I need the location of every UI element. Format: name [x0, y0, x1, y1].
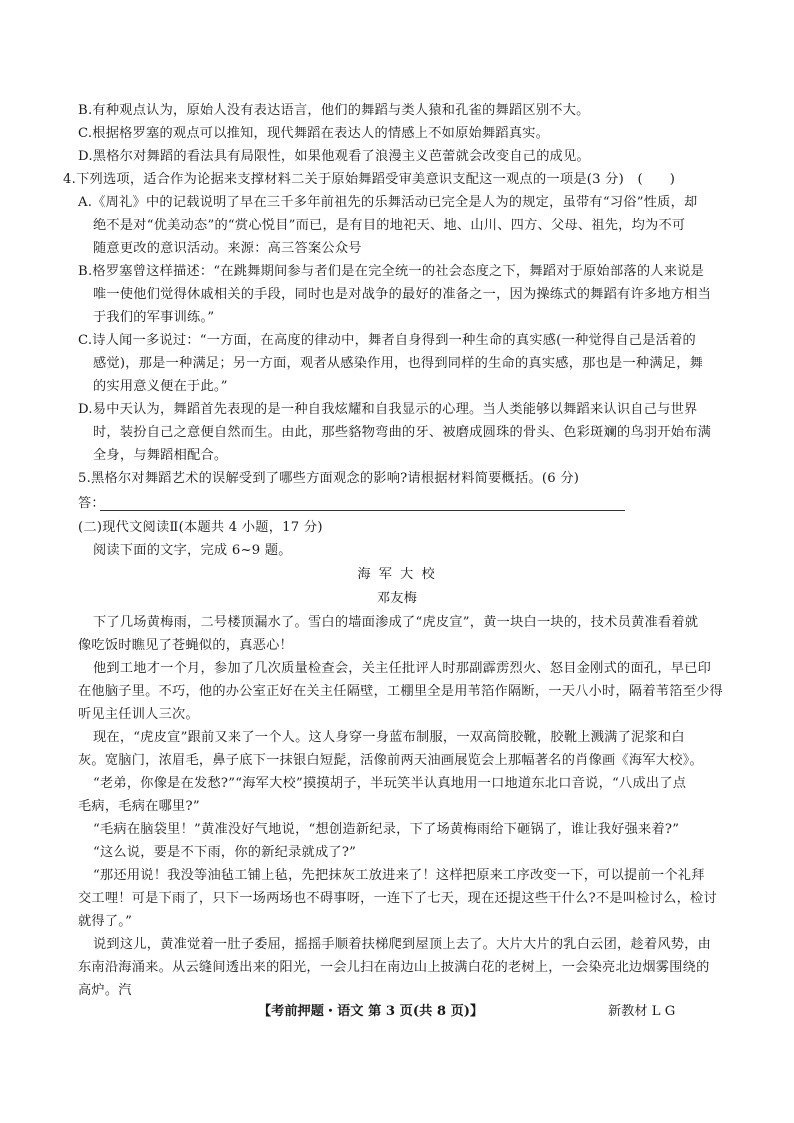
q4-option-a-line2: 绝不是对“优美动态”的“赏心悦目”而已，是有目的地祀天、地、山川、四方、父母、祖先，均为不可 — [93, 218, 686, 233]
story-p6: “这么说，要是不下雨，你的新纪录就成了?” — [93, 845, 357, 860]
section-heading: (二)现代文阅读Ⅱ(本题共 4 小题，17 分) — [78, 520, 323, 535]
story-p4-line2: 毛病，毛病在哪里?” — [78, 799, 200, 814]
story-p7-line3: 就得了。” — [78, 914, 133, 929]
q4-stem: 4.下列选项，适合作为论据来支撑材料二关于原始舞蹈受审美意识支配这一观点的一项是(3 分) ( ) — [63, 172, 676, 187]
q4-option-c-line3: 的实用意义便在于此。” — [93, 379, 228, 394]
story-p3-line2: 灰。宽脑门，浓眉毛，鼻子底下一抹银白短髭，活像前两天油画展览会上那幅著名的肖像画《海军大校》。 — [78, 753, 703, 768]
q4-option-c-line1: C.诗人闻一多说过：“一方面，在高度的律动中，舞者自身得到一种生命的真实感(一种觉得自己是活着的 — [78, 333, 696, 348]
story-p1-line2: 像吃饭时瞧见了苍蝇似的，真恶心！ — [78, 638, 293, 653]
story-p2-line2: 在他脑子里。不巧，他的办公室正好在关主任隔壁，工棚里全是用苇箔作隔断，一天八小时，隔着苇箔至少得 — [78, 684, 723, 699]
q5-stem: 5.黑格尔对舞蹈艺术的误解受到了哪些方面观念的影响?请根据材料简要概括。(6 分) — [78, 471, 580, 486]
q4-option-c-line2: 感觉)，那是一种满足；另一方面，观者从感染作用，也得到同样的生命的真实感，那也是一种满足，舞 — [93, 356, 704, 371]
page-footer: 【考前押题・语文 第 3 页(共 8 页)】 — [258, 1004, 484, 1019]
q4-option-b-line2: 唯一使他们觉得休戚相关的手段，同时也是对战争的最好的准备之一，因为操练式的舞蹈有许多地方相当 — [93, 287, 712, 302]
story-p8-line2: 东南沿海涌来。从云缝间透出来的阳光，一会儿扫在南边山上披满白花的老树上，一会染亮北边烟雾围绕的 — [78, 960, 710, 975]
story-p3-line1: 现在，“虎皮宣”跟前又来了一个人。这人身穿一身蓝布制服，一双高筒胶靴，胶靴上溅满了泥浆和白 — [93, 730, 685, 745]
story-p2-line3: 听见主任训人三次。 — [78, 707, 199, 722]
story-title: 海 军 大 校 — [357, 567, 437, 582]
q4-option-d-line3: 全身，与舞蹈相配合。 — [93, 448, 228, 463]
story-p8-line3: 高炉。汽 — [78, 983, 132, 998]
section-instruction: 阅读下面的文字，完成 6~9 题。 — [93, 543, 292, 558]
story-p4-line1: “老弟，你像是在发愁?”“海军大校”摸摸胡子，半玩笑半认真地用一口地道东北口音说，“八成出了点 — [93, 776, 687, 791]
q4-option-d-line1: D.易中天认为，舞蹈首先表现的是一种自我炫耀和自我显示的心理。当人类能够以舞蹈来认识自己与世界 — [78, 402, 698, 417]
story-p7-line2: 交工哩！可是下雨了，只下一场两场也不碍事呀，一连下了七天，现在还提这些干什么?不是叫检讨么，检讨 — [78, 891, 717, 906]
q4-option-a-line1: A.《周礼》中的记载说明了早在三千多年前祖先的乐舞活动已完全是人为的规定，虽带有“习俗”性质，却 — [78, 195, 698, 210]
q4-option-a-line3: 随意更改的意识活动。来源：高三答案公众号 — [93, 241, 362, 256]
story-author: 邓友梅 — [376, 591, 418, 606]
q4-option-d-line2: 时，装扮自己之意便自然而生。由此，那些貉物弯曲的牙、被磨成圆珠的骨头、色彩斑斓的鸟羽开始布满 — [93, 425, 712, 440]
q4-option-b-line3: 于我们的军事训练。” — [93, 310, 215, 325]
answer-line — [100, 510, 625, 511]
story-p2-line1: 他到工地才一个月，参加了几次质量检查会，关主任批评人时那副霹雳烈火、怒目金刚式的面孔，早已印 — [93, 661, 712, 676]
q5-answer-label: 答： — [78, 496, 105, 511]
story-p8-line1: 说到这儿，黄准觉着一肚子委屈，摇摇手顺着扶梯爬到屋顶上去了。大片大片的乳白云团，趁着风势，由 — [93, 937, 712, 952]
q3-option-c: C.根据格罗塞的观点可以推知，现代舞蹈在表达人的情感上不如原始舞蹈真实。 — [78, 126, 550, 141]
q4-option-b-line1: B.格罗塞曾这样描述：“在跳舞期间参与者们是在完全统一的社会态度之下，舞蹈对于原始部落的人来说是 — [78, 264, 705, 279]
story-p5: “毛病在脑袋里！”黄准没好气地说，“想创造新纪录，下了场黄梅雨给下砸锅了，谁让我好强来着?” — [93, 822, 680, 837]
footer-tag: 新教材 L G — [608, 1004, 676, 1019]
q3-option-d: D.黑格尔对舞蹈的看法具有局限性，如果他观看了浪漫主义芭蕾就会改变自己的成见。 — [78, 149, 590, 164]
q3-option-b: B.有种观点认为，原始人没有表达语言，他们的舞蹈与类人猿和孔雀的舞蹈区别不大。 — [78, 103, 590, 118]
story-p7-line1: “那还用说！我没等油毡工铺上毡，先把抹灰工放进来了！这样把原来工序改变一下，可以提前一个礼拜 — [93, 868, 705, 883]
story-p1-line1: 下了几场黄梅雨，二号楼顶漏水了。雪白的墙面渗成了“虎皮宣”，黄一块白一块的，技术员黄准看着就 — [93, 615, 699, 630]
